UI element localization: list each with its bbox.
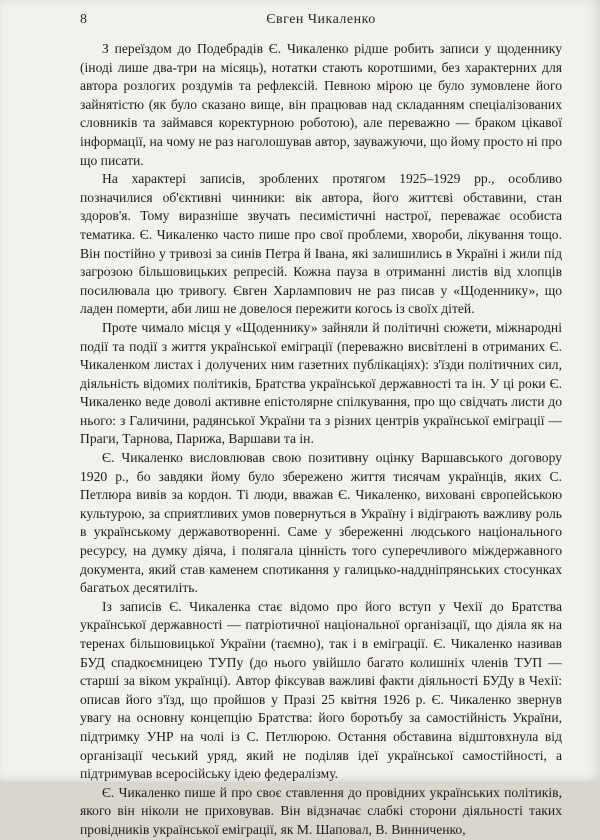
running-head — [80, 10, 562, 32]
paragraph: На характері записів, зроблених протягом 1925–1929 рр., особливо позначилися об'єктивні чинники: вік автора, його життєві обставини, стан здоров'я. Тому виразніше звучать песимістичні настрої, переважає особиста тематика. Є. Чикаленко часто пише про свої проблеми, хвороби, лікування тощо. Він постійно у тривозі за синів Петра й Івана, які залишились в Україні і жили під загрозою більшовицьких репресій. Кожна пауза в отриманні листів від хлопців посилювала цю тривогу. Євген Харлампович не раз писав у «Щоденнику», що ладен померти, аби лиш не довелося пережити когось із своїх дітей. — [80, 171, 562, 317]
paragraph: Є. Чикаленко пише й про своє ставлення до провідних українських політиків, якого він ніколи не приховував. Він відзначає слабкі сторони діяльності таких провідників української еміграції, як М. Шаповал, В. Винниченко, — [80, 784, 562, 837]
page-number: 8 — [80, 12, 87, 27]
paragraph: Є. Чикаленко висловлював свою позитивну оцінку Варшавського договору 1920 р., бо завдяки йому було збережено життя тисячам українців, яких С. Петлюра вивів за кордон. Ті люди, вважав Є. Чикаленко, виховані європейською культурою, за сприятливих умов повернуться в Україну і відіграють важливу роль в українському державотворенні. Саме у збереженні людського національного ресурсу, на думку діяча, і полягала цінність того суперечливого міждержавного документа, який став каменем спотикання у галицько-наддніпрянських стосунках багатьох десятиліть. — [80, 450, 562, 596]
body-text — [80, 40, 562, 840]
paragraph: Проте чимало місця у «Щоденнику» зайняли й політичні сюжети, міжнародні події та події з життя української еміграції (переважно висвітлені в отриманих Є. Чикаленком листах і долучених ним газетних публікаціях): з'їзди політичних сил, діяльність відомих політиків, Братства української державності та ін. У ці роки Є. Чикаленко веде доволі активне епістолярне спілкування, про що свідчать листи до нього: з Галичини, радянської України та з різних центрів української еміграції — Праги, Тарнова, Парижа, Варшави та ін. — [80, 319, 562, 447]
paragraph: Із записів Є. Чикаленка стає відомо про його вступ у Чехії до Братства української державності — патріотичної національної організації, що діяла як на теренах більшовицької України (таємно), так і в еміграції. Є. Чикаленко називав БУД спадкоємницею ТУПу (до нього увійшло багато колишніх членів ТУП — старші за віком українці). Автор фіксував важливі факти діяльності БУДу в Чехії: описав його з'їзд, що пройшов у Празі 25 квітня 1926 р. Є. Чикаленко звернув увагу на основну концепцію Братства: його боротьбу за самостійність України, підтримку УНР на чолі із С. Петлюрою. Остання обставина відштовхнула від організації чеський уряд, який не поділяв ідеї української самостійності, а підтримував всеросійську ідею федералізму. — [80, 598, 562, 782]
paragraph: З переїздом до Подебрадів Є. Чикаленко рідше робить записи у щоденнику (іноді лише два-три на місяць), нотатки стають коротшими, без характерних для автора розлогих роздумів та рефлексій. Певною мірою це було зумовлене його зайнятістю (як було сказано вище, він працював над складанням спеціалізованих словників та займався коректурною роботою), але переважно — браком цікавої інформації, на чому не раз наголошував автор, зауважуючи, що йому просто ні про що писати. — [80, 41, 562, 168]
running-title: Євген Чикаленко — [266, 12, 376, 27]
